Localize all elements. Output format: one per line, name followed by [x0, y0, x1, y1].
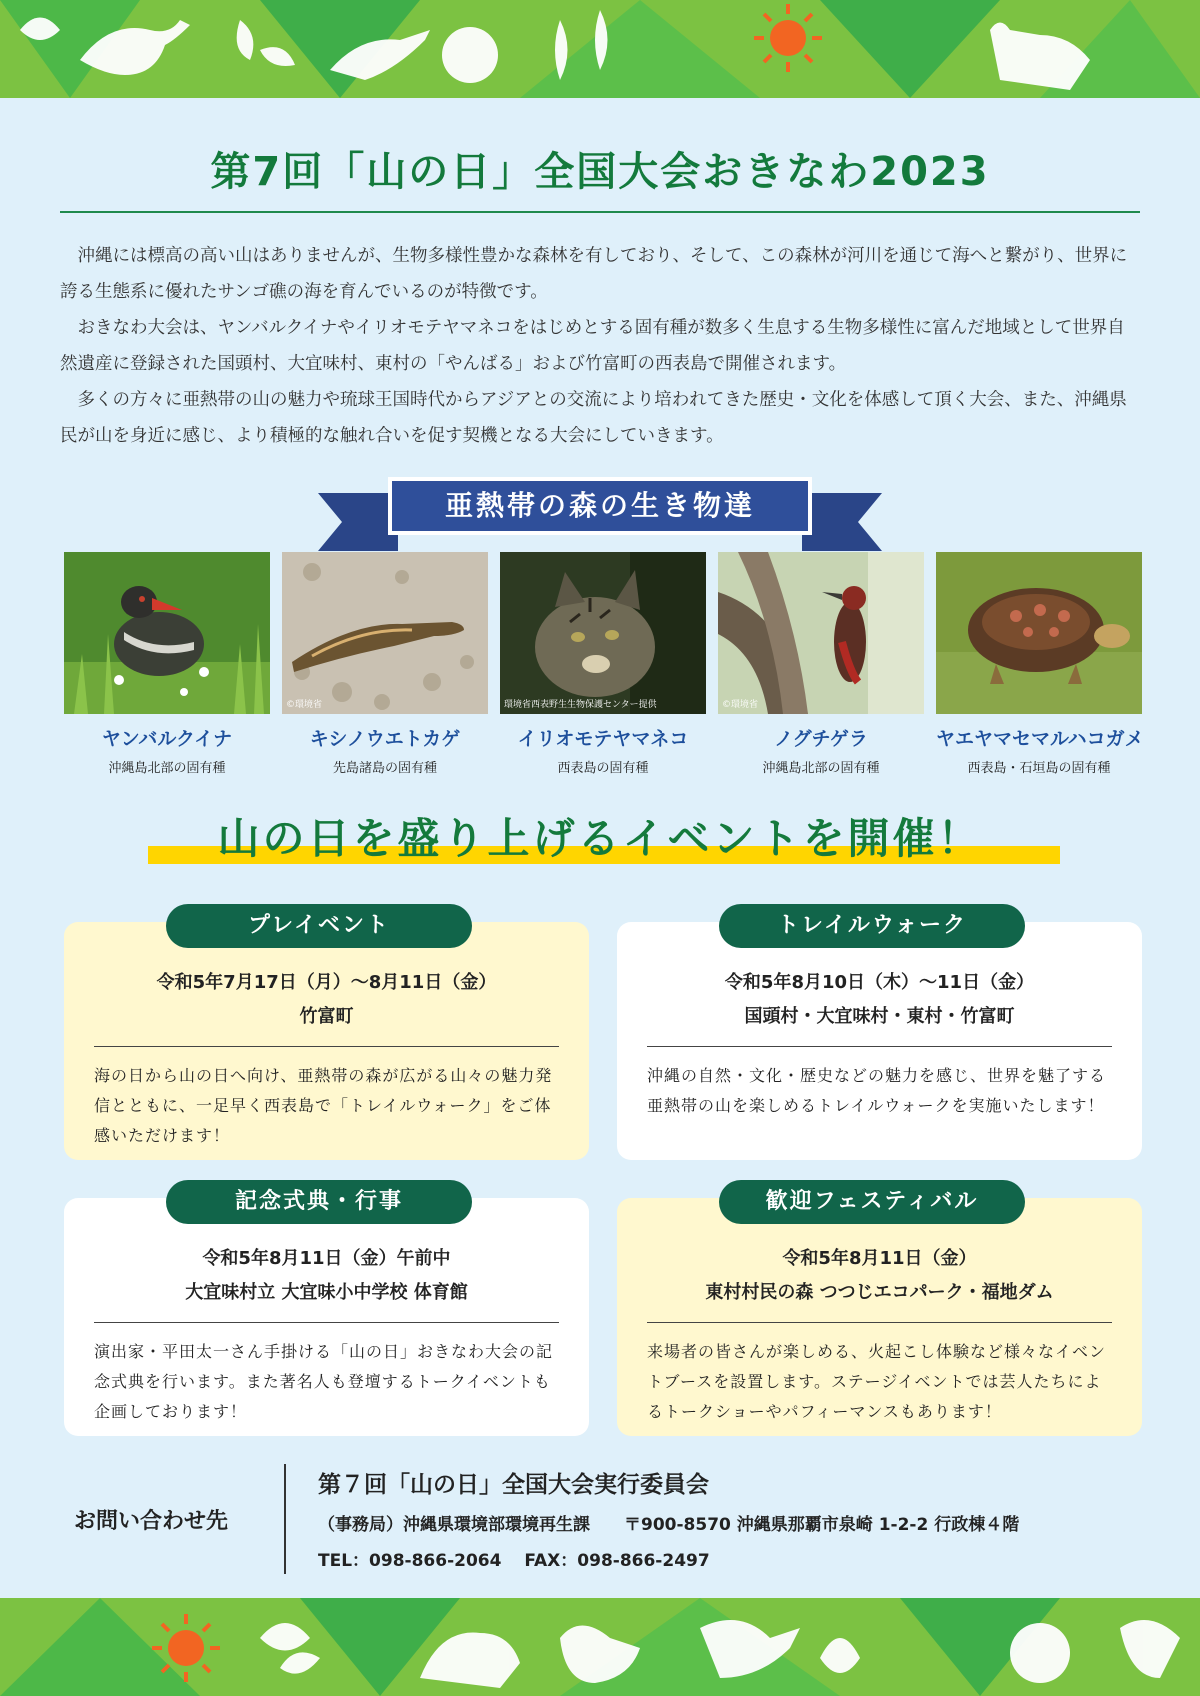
species-name: イリオモテヤマネコ: [517, 728, 689, 750]
event-description: 演出家・平田太一さん手掛ける「山の日」おきなわ大会の記念式典を行います。また著名人も登壇するトークイベントも企画しております！: [94, 1342, 554, 1421]
top-decorative-band: [0, 0, 1200, 98]
events-heading: 山の日を盛り上げるイベントを開催！: [217, 814, 983, 863]
title-divider: [60, 211, 1140, 213]
rail-bird-photo: [64, 552, 270, 714]
box-turtle-photo: [936, 552, 1142, 714]
contact-divider: [284, 1464, 286, 1574]
contact-section: [60, 1464, 1140, 1574]
woodpecker-photo: [718, 552, 924, 714]
skink-photo: [282, 552, 488, 714]
event-card-trail-walk: [617, 913, 1142, 1160]
species-card: [718, 552, 924, 776]
organizer-name: 第７回「山の日」全国大会実行委員会: [318, 1472, 709, 1498]
event-description: 来場者の皆さんが楽しめる、火起こし体験など様々なイベントブースを設置します。ステージイベントでは芸人たちによるトークショーやパフィーマンスもあります！: [647, 1342, 1107, 1421]
species-card: [282, 552, 488, 776]
sun-icon: [152, 1614, 220, 1682]
species-name: ヤンバルクイナ: [101, 728, 233, 750]
photo-credit: ©環境省: [286, 700, 323, 710]
event-card-pre-event: [64, 913, 589, 1160]
wildcat-photo: [500, 552, 706, 714]
event-card-ceremony: [64, 1189, 589, 1436]
event-tag: トレイルウォーク: [719, 904, 1025, 948]
event-place: 竹富町: [299, 1006, 354, 1027]
bottom-decorative-band: [0, 1598, 1200, 1696]
contact-label: お問い合わせ先: [74, 1509, 229, 1534]
intro-paragraph: 沖縄には標高の高い山はありませんが、生物多様性豊かな森林を有しており、そして、この森林が河川を通じて海へと繋がり、世界に誇る生態系に優れたサンゴ礁の海を育んでいるのが特徴です。: [60, 246, 1128, 302]
jungle-silhouettes-icon: [0, 1598, 1200, 1696]
event-date: 令和5年7月17日（月）〜8月11日（金）: [156, 972, 497, 993]
species-name: ヤエヤマセマルハコガメ: [936, 728, 1144, 750]
event-divider: [647, 1046, 1112, 1047]
intro-paragraph: 多くの方々に亜熱帯の山の魅力や琉球王国時代からアジアとの交流により培われてきた歴史・文化を体感して頂く大会、また、沖縄県民が山を身近に感じ、より積極的な触れ合いを促す契機となる大会にしていきます。: [60, 390, 1127, 446]
species-name: キシノウエトカゲ: [309, 728, 461, 750]
species-habitat: 沖縄島北部の固有種: [762, 761, 880, 776]
intro-paragraph: おきなわ大会は、ヤンバルクイナやイリオモテヤマネコをはじめとする固有種が数多く生息する生物多様性に富んだ地域として世界自然遺産に登録された国頭村、大宜味村、東村の「やんばる」および竹富町の西表島で開催されます。: [60, 318, 1125, 374]
event-divider: [94, 1322, 559, 1323]
event-tag: 歓迎フェスティバル: [719, 1180, 1025, 1224]
event-date: 令和5年8月11日（金）: [782, 1248, 977, 1269]
organizer-address: （事務局）沖縄県環境部環境再生課 〒900-8570 沖縄県那覇市泉崎 1-2-2 行政棟４階: [318, 1515, 1020, 1535]
event-description: 沖縄の自然・文化・歴史などの魅力を感じ、世界を魅了する亜熱帯の山を楽しめるトレイルウォークを実施いたします！: [647, 1066, 1107, 1115]
species-card: [500, 552, 706, 776]
sun-icon: [754, 4, 822, 72]
species-habitat: 沖縄島北部の固有種: [108, 761, 226, 776]
event-place: 大宜味村立 大宜味小中学校 体育館: [185, 1282, 468, 1303]
page-title: 第7回「山の日」全国大会おきなわ2023: [210, 149, 990, 195]
photo-credit: ©環境省: [722, 700, 759, 710]
event-card-festival: [617, 1189, 1142, 1436]
species-card: [64, 552, 270, 776]
species-habitat: 先島諸島の固有種: [332, 761, 437, 776]
event-tag: プレイベント: [166, 904, 472, 948]
event-divider: [647, 1322, 1112, 1323]
event-date: 令和5年8月11日（金）午前中: [202, 1248, 451, 1269]
event-divider: [94, 1046, 559, 1047]
organizer-phone-fax: TEL：098-866-2064 FAX：098-866-2497: [318, 1551, 710, 1571]
section-ribbon: [318, 465, 882, 555]
species-habitat: 西表島の固有種: [557, 761, 649, 776]
event-tag: 記念式典・行事: [166, 1180, 472, 1224]
event-description: 海の日から山の日へ向け、亜熱帯の森が広がる山々の魅力発信とともに、一足早く西表島で「トレイルウォーク」をご体感いただけます！: [94, 1066, 553, 1145]
ribbon-label: 亜熱帯の森の生き物達: [388, 477, 812, 535]
event-place: 東村村民の森 つつじエコパーク・福地ダム: [705, 1282, 1054, 1303]
photo-credit: 環境省西表野生生物保護センター提供: [504, 700, 657, 710]
event-place: 国頭村・大宜味村・東村・竹富町: [744, 1006, 1015, 1027]
species-card: [936, 552, 1142, 776]
jungle-silhouettes-icon: [0, 0, 1200, 98]
intro-text: [60, 238, 1140, 454]
species-habitat: 西表島・石垣島の固有種: [967, 761, 1111, 776]
species-gallery: [64, 552, 1144, 776]
event-date: 令和5年8月10日（木）〜11日（金）: [724, 972, 1035, 993]
species-name: ノグチゲラ: [774, 728, 868, 750]
